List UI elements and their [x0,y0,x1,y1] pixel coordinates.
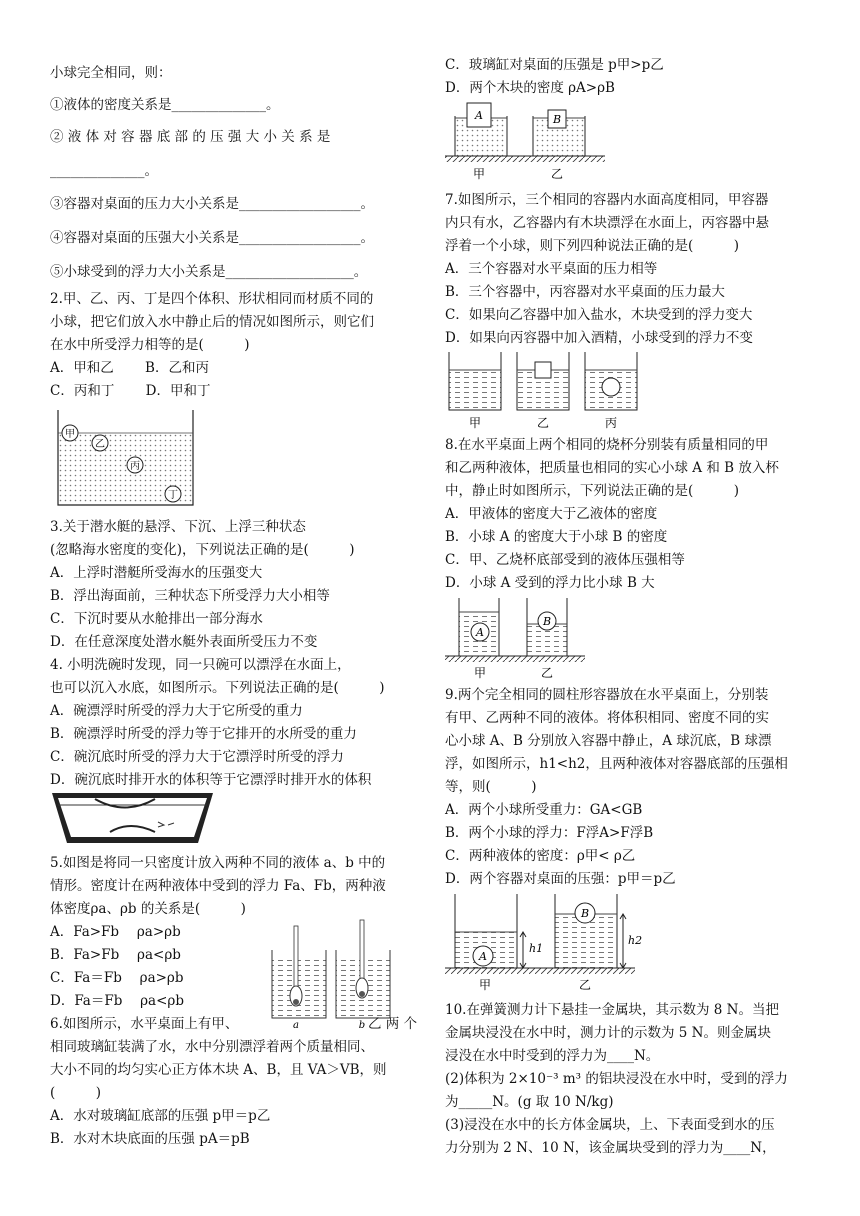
q7-option: D．如果向丙容器中加入酒精，小球受到的浮力不变 [445,330,753,346]
q10-line: 为_____N。(g 取 10 N/kg) [445,1094,614,1110]
q10-line: 10.在弹簧测力计下悬挂一金属块，其示数为 8 N。当把 [445,1002,779,1018]
q10-line: 浸没在水中时受到的浮力为____N。 [445,1048,660,1064]
q6-stem: ( ) [50,1085,102,1101]
ball-label: 乙 [95,439,105,450]
q7-option: C．如果向乙容器中加入盐水，木块受到的浮力变大 [445,307,753,323]
q10-line: (3)浸没在水中的长方体金属块，上、下表面受到水的压 [445,1117,775,1133]
q4-option: B．碗漂浮时所受的浮力等于它排开的水所受的重力 [50,726,357,742]
q7-figure [445,350,650,430]
q6-option: A．水对玻璃缸底部的压强 p甲＝p乙 [50,1108,271,1124]
q5-hydrometer-figure [268,918,403,1030]
q3-option: C．下沉时要从水舱排出一部分海水 [50,611,263,627]
figure-label: 乙 [550,167,564,181]
q6-stem: 大小不同的均匀实心正方体木块 A、B，且 VA＞VB，则 [50,1062,387,1078]
q6-figure [445,98,610,182]
q5-option: D．Fa＝Fb ρa<ρb [50,993,184,1009]
q9-stem: 9.两个完全相同的圆柱形容器放在水平桌面上，分别装 [445,687,769,703]
q9-stem: 浮，如图所示，h1<h2，且两种液体对容器底部的压强相 [445,756,788,772]
figure-label: 乙 [540,666,554,680]
q3-option: D．在任意深度处潜水艇外表面所受压力不变 [50,634,318,650]
q6-option: B．水对木块底面的压强 pA＝pB [50,1131,250,1147]
q5-option: A．Fa>Fb ρa>ρb [50,924,181,940]
height-label: h2 [628,934,643,947]
q8-stem: 8.在水平桌面上两个相同的烧杯分别装有质量相同的甲 [445,437,769,453]
q9-stem: 心小球 A、B 分别放入容器中静止，A 球沉底，B 球漂 [445,733,772,749]
q3-option: A．上浮时潜艇所受海水的压强变大 [50,565,263,581]
q3-option: B．浮出海面前，三种状态下所受浮力大小相等 [50,588,330,604]
q2-option: A．甲和乙 B．乙和丙 [50,360,209,376]
q8-stem: 和乙两种液体，把质量也相同的实心小球 A 和 B 放入杯 [445,460,779,476]
q2-figure [53,408,198,508]
q4-stem: 也可以沉入水底，如图所示。下列说法正确的是( ) [50,680,385,696]
q7-option: A．三个容器对水平桌面的压力相等 [445,261,658,277]
q5-option: C．Fa＝Fb ρa>ρb [50,970,184,986]
q8-option: A．甲液体的密度大于乙液体的密度 [445,506,658,522]
block-label: B [552,113,562,126]
figure-label: 乙 [578,978,592,992]
figure-label: 乙 [536,416,550,430]
q9-option: B．两个小球的浮力：F浮A>F浮B [445,825,654,841]
q8-option: C．甲、乙烧杯底部受到的液体压强相等 [445,552,685,568]
q1-item: ④容器对桌面的压强大小关系是__________________。 [50,230,374,246]
q9-stem: 有甲、乙两种不同的液体。将体积相同、密度不同的实 [445,710,769,726]
q5-option: B．Fa>Fb ρa<ρb [50,947,181,963]
q7-stem: 7.如图所示，三个相同的容器内水面高度相同，甲容器 [445,192,769,208]
q5-stem: 5.如图是将同一只密度计放入两种不同的液体 a、b 中的 [50,855,386,871]
block-label: A [475,109,483,122]
q4-option: A．碗漂浮时所受的浮力大于它所受的重力 [50,703,303,719]
q7-option: B．三个容器中，丙容器对水平桌面的压力最大 [445,284,725,300]
q8-figure [445,594,610,682]
q2-stem: 2.甲、乙、丙、丁是四个体积、形状相同而材质不同的 [50,291,374,307]
ball-label: A [479,950,487,963]
q2-stem: 小球，把它们放入水中静止后的情况如图所示，则它们 [50,314,374,330]
height-label: h1 [529,942,544,955]
ball-label: B [542,615,552,628]
ball-label: 甲 [65,429,75,440]
q6-stem: 6.如图所示，水平桌面上有甲、 [50,1016,239,1032]
q6-stem: 相同玻璃缸装满了水，水中分别漂浮着两个质量相同、 [50,1039,374,1055]
beaker-label: b [358,1020,366,1030]
q8-stem: 中，静止时如图所示，下列说法正确的是( ) [445,483,740,499]
q6-option: C．玻璃缸对桌面的压强是 p甲>p乙 [445,57,664,73]
ball-label: 丙 [130,461,140,472]
q3-stem: (忽略海水密度的变化)，下列说法正确的是( ) [50,542,355,558]
q5-stem: 情形。密度计在两种液体中受到的浮力 Fa、Fb，两种液 [50,878,386,894]
q3-stem: 3.关于潜水艇的悬浮、下沉、上浮三种状态 [50,519,306,535]
q1-item: ______________。 [50,163,158,179]
q10-line: 力分别为 2 N、10 N，该金属块受到的浮力为____N， [445,1140,776,1156]
q1-item: ② 液 体 对 容 器 底 部 的 压 强 大 小 关 系 是 [50,129,331,145]
q10-line: (2)体积为 2×10⁻³ m³ 的铝块浸没在水中时，受到的浮力 [445,1071,788,1087]
figure-label: 丙 [604,416,618,430]
ball-label: A [476,626,484,639]
q8-option: B．小球 A 的密度大于小球 B 的密度 [445,529,668,545]
ball-label: 丁 [168,490,178,501]
q10-line: 金属块浸没在水中时，测力计的示数为 5 N。则金属块 [445,1025,771,1041]
q6-option: D．两个木块的密度 ρA>ρB [445,80,615,96]
q7-stem: 浮着一个小球，则下列四种说法正确的是( ) [445,238,740,254]
beaker-label: a [293,1020,299,1030]
figure-label: 甲 [473,666,487,680]
figure-label: 甲 [468,416,482,430]
q9-stem: 等，则( ) [445,779,537,795]
figure-label: 甲 [472,167,486,181]
q1-item: ⑤小球受到的浮力大小关系是___________________。 [50,264,368,280]
q1-item: ③容器对桌面的压力大小关系是__________________。 [50,196,374,212]
q4-option: D．碗沉底时排开水的体积等于它漂浮时排开水的体积 [50,772,372,788]
q9-figure [445,890,645,994]
q6-stem: 乙 两 个 [368,1016,418,1032]
intro-text: 小球完全相同，则： [50,65,172,81]
figure-label: 甲 [478,978,492,992]
q5-stem: 体密度ρa、ρb 的关系是( ) [50,901,246,917]
q4-stem: 4. 小明洗碗时发现，同一只碗可以漂浮在水面上， [50,657,351,673]
q2-stem: 在水中所受浮力相等的是( ) [50,337,250,353]
q9-option: D．两个容器对桌面的压强：p甲＝p乙 [445,871,676,887]
q4-bowl-figure [50,790,215,846]
q9-option: A．两个小球所受重力：GA<GB [445,802,643,818]
q9-option: C．两种液体的密度：ρ甲< ρ乙 [445,848,636,864]
q1-item: ①液体的密度关系是______________。 [50,97,280,113]
q4-option: C．碗沉底时所受的浮力大于它漂浮时所受的浮力 [50,749,344,765]
q8-option: D．小球 A 受到的浮力比小球 B 大 [445,575,655,591]
q7-stem: 内只有水，乙容器内有木块漂浮在水面上，丙容器中悬 [445,215,769,231]
q2-option: C．丙和丁 D．甲和丁 [50,383,211,399]
ball-label: B [580,907,590,920]
